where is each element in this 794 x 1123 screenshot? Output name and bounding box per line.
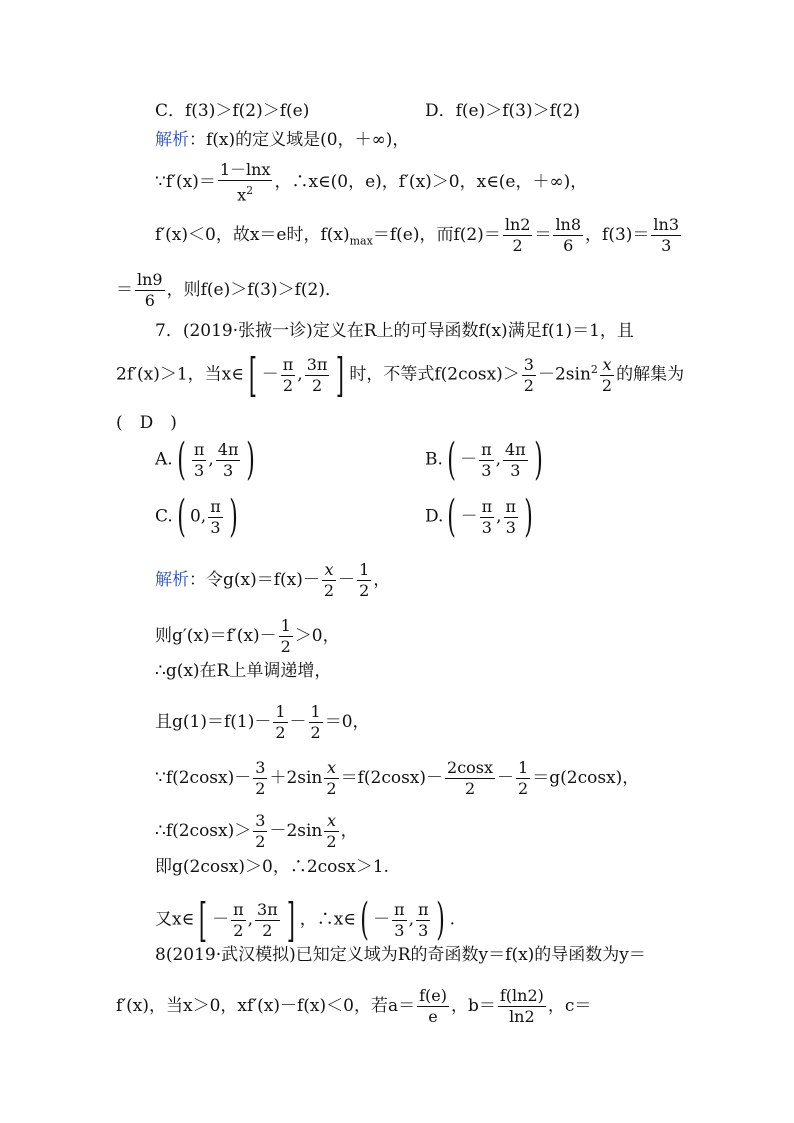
fraction — [208, 497, 223, 538]
numerator: π — [481, 496, 493, 516]
den-x: x — [237, 185, 247, 205]
text: ，则f(e)＞f(3)＞f(2)． — [166, 280, 342, 300]
denominator: 2 — [262, 920, 273, 940]
denominator: 2 — [326, 779, 337, 798]
fraction — [324, 811, 338, 852]
q7-option-a: A.( $\frac{\pi}{3}$ , $\frac{4\pi}{3}$ ) — [155, 434, 256, 485]
fraction — [253, 811, 267, 852]
fraction-a — [417, 986, 449, 1027]
numerator: 1 — [518, 758, 529, 777]
text: . — [449, 909, 456, 930]
text: 又x∈ — [155, 909, 195, 930]
text: ＝f(e)，而f(2)＝ — [372, 225, 501, 245]
denominator: 2 — [464, 779, 476, 798]
numerator: 2cosx — [447, 758, 494, 777]
numerator: 3π — [306, 354, 328, 374]
q7-option-d: D.( － $\frac{\pi}{3}$ , $\frac{\pi}{3}$ ) — [425, 491, 533, 542]
fraction-ln8 — [553, 215, 583, 256]
denominator: 2 — [255, 832, 266, 851]
fraction-x-2 — [600, 355, 614, 396]
denominator: 2 — [518, 779, 529, 798]
q6-solution-line4 — [116, 270, 342, 311]
q7-solution-line2 — [155, 616, 340, 657]
denominator: 6 — [144, 291, 155, 310]
denominator: 2 — [310, 723, 321, 742]
jiexi-label: 解析 — [155, 130, 189, 150]
numerator: x — [600, 355, 614, 376]
q6-solution-line1 — [155, 129, 409, 151]
numerator: 1 — [359, 560, 370, 579]
numerator: x — [324, 758, 338, 779]
denominator: 3 — [505, 517, 516, 537]
q6-solution-line3 — [155, 215, 683, 256]
text: ∴f(2cosx)＞ — [155, 821, 252, 841]
numerator: π — [193, 439, 205, 459]
numerator: f(e) — [419, 986, 447, 1005]
fraction — [324, 758, 338, 799]
q7-answer: ( D ) — [116, 413, 177, 433]
numerator: f(ln2) — [499, 986, 544, 1005]
text: ，∴x∈ — [299, 909, 356, 930]
subscript-max: max — [349, 234, 373, 248]
denominator: 3 — [510, 460, 521, 480]
fraction-ln2 — [503, 215, 533, 256]
q7-solution-line8: 又x∈ [ － $\frac{\pi}{2}$ , $\frac{3\pi}{2}$ ] ，∴x∈( － $\frac{\pi}{3}$ , $\frac{\pi}{3}$ ) . — [155, 893, 456, 947]
numerator: π — [394, 899, 405, 919]
numerator: π — [417, 899, 429, 919]
denominator: 2 — [323, 581, 335, 600]
text: ，b＝ — [450, 996, 496, 1016]
text: ＝0， — [324, 712, 370, 732]
text: 则g′(x)＝f′(x)－ — [155, 626, 277, 646]
right-bracket: ] — [286, 893, 295, 947]
numerator: π — [505, 496, 517, 516]
denominator: 3 — [661, 236, 672, 255]
fraction — [273, 702, 287, 743]
fraction — [392, 900, 407, 941]
fraction — [192, 440, 207, 481]
text: ＞0， — [294, 626, 340, 646]
numerator: π — [233, 899, 244, 919]
text: － — [497, 768, 515, 788]
denominator: 2 — [359, 581, 370, 600]
numerator: x — [324, 811, 338, 832]
denominator: 3 — [394, 920, 405, 940]
fraction — [231, 900, 246, 941]
denominator: 2 — [523, 375, 534, 395]
numerator: 4π — [505, 439, 526, 459]
q7-stem-line2: 2f′(x)＞1，当x∈ [ － $\frac{\pi}{2}$ , $\frac{3\pi}{2}$ ] 时，不等式f(2cosx)＞ $\frac{3}{2}$ $-2\sin^2$ $\frac{x}{2}$ 的解集为 — [116, 348, 685, 402]
q6-option-d: D．f(e)＞f(3)＞f(2) — [425, 101, 580, 121]
numerator: 1 — [280, 616, 291, 635]
q7-solution-line7: 即g(2cosx)＞0，∴2cosx＞1. — [155, 857, 389, 877]
text: － — [338, 570, 356, 590]
fraction — [504, 497, 519, 538]
fraction — [480, 497, 495, 538]
fraction — [416, 900, 431, 941]
denominator: 2 — [280, 637, 291, 656]
numerator: 1－lnx — [219, 160, 271, 179]
text: ，∴x∈(0，e)，f′(x)＞0，x∈(e，＋∞)， — [274, 172, 588, 193]
numerator: ln8 — [555, 215, 582, 234]
numerator: x — [322, 560, 336, 581]
fraction — [255, 900, 280, 941]
text: 0, — [189, 506, 207, 527]
denominator: 2 — [512, 236, 523, 255]
text: ∵f′(x)＝ — [155, 172, 216, 193]
q8-stem-line1: 8(2019·武汉模拟)已知定义域为R的奇函数y＝f(x)的导函数为y＝ — [155, 945, 646, 965]
fraction — [322, 560, 336, 601]
denominator: 3 — [418, 920, 429, 940]
option-label: C. — [155, 506, 173, 527]
denominator: 3 — [194, 460, 205, 480]
q7-solution-line4 — [155, 702, 370, 743]
denominator: 2 — [601, 375, 613, 395]
text: ：令g(x)＝f(x)－ — [189, 570, 320, 590]
option-label: D. — [425, 506, 444, 527]
left-bracket: [ — [199, 893, 208, 947]
text: f′(x)＜0，故x＝e时，f(x) — [155, 225, 350, 245]
text: 且g(1)＝f(1)－ — [155, 712, 272, 732]
denominator: 3 — [210, 517, 221, 537]
fraction — [357, 560, 371, 601]
text: ，f(3)＝ — [585, 225, 650, 245]
fraction — [516, 758, 530, 799]
denominator: e — [428, 1007, 438, 1026]
text: 2f′(x)＞1，当x∈ — [116, 364, 244, 385]
fraction-3-2 — [522, 355, 536, 396]
text: －2sin — [269, 821, 323, 841]
denominator: 2 — [233, 920, 244, 940]
fraction — [253, 758, 267, 799]
fraction — [503, 440, 528, 481]
numerator: 3π — [257, 899, 278, 919]
text: ＝ — [116, 280, 133, 300]
text: ，c＝ — [547, 996, 592, 1016]
denominator: 3 — [481, 460, 492, 480]
text: ＝ — [534, 225, 552, 245]
q7-stem-line1: 7．(2019·张掖一诊)定义在R上的可导函数f(x)满足f(1)＝1，且 — [155, 321, 634, 341]
fraction-ln3 — [651, 215, 681, 256]
numerator: 1 — [275, 702, 286, 721]
jiexi-label: 解析 — [155, 570, 189, 590]
numerator: 4π — [217, 439, 239, 459]
option-label: A. — [155, 449, 173, 470]
text: －2sin — [537, 364, 591, 385]
text: 的解集为 — [616, 364, 685, 385]
denominator: ln2 — [509, 1007, 535, 1026]
denominator — [218, 181, 273, 205]
denominator: 6 — [563, 236, 574, 255]
fraction — [218, 160, 273, 205]
denominator: 2 — [255, 779, 266, 798]
numerator: π — [282, 354, 294, 374]
q7-solution-line3: ∴g(x)在R上单调递增， — [155, 661, 332, 681]
denominator: 3 — [223, 460, 234, 480]
numerator: 3 — [255, 758, 266, 777]
text: ， — [340, 821, 358, 841]
fraction — [279, 616, 293, 657]
numerator: ln2 — [504, 215, 531, 234]
denominator: 2 — [326, 832, 337, 851]
denominator: 2 — [275, 723, 286, 742]
fraction — [216, 440, 241, 481]
den-sup: 2 — [246, 184, 254, 197]
superscript: 2 — [590, 362, 598, 376]
fraction — [479, 440, 494, 481]
text: ＝f(2cosx)－ — [340, 768, 444, 788]
left-bracket: [ — [248, 348, 257, 402]
numerator: 1 — [310, 702, 321, 721]
text: ， — [373, 570, 391, 590]
denominator: 2 — [282, 375, 294, 395]
fraction-b — [498, 986, 546, 1027]
text: 时，不等式f(2cosx)＞ — [349, 364, 520, 385]
text: ＝g(2cosx)， — [532, 768, 640, 788]
q6-domain-text: ：f(x)的定义域是(0，＋∞)， — [189, 130, 410, 150]
text: ＋2sin — [269, 768, 323, 788]
denominator: 2 — [311, 375, 323, 395]
numerator: π — [481, 439, 492, 459]
q8-stem-line2 — [116, 986, 591, 1027]
text: f′(x)，当x＞0，xf′(x)－f(x)＜0，若a＝ — [116, 996, 416, 1016]
fraction — [445, 758, 495, 799]
fraction-3pi-2 — [305, 355, 330, 396]
right-bracket: ] — [336, 348, 345, 402]
q7-solution-line1 — [155, 560, 390, 601]
numerator: ln9 — [137, 270, 163, 289]
denominator: 3 — [481, 517, 492, 537]
q7-solution-line6 — [155, 811, 358, 852]
text: － — [289, 712, 307, 732]
q7-solution-line5 — [155, 758, 639, 799]
numerator: ln3 — [653, 215, 680, 234]
text: ∵f(2cosx)－ — [155, 768, 252, 788]
numerator: π — [210, 496, 221, 516]
q7-option-b: B.( － $\frac{\pi}{3}$ , $\frac{4\pi}{3}$ ) — [425, 434, 543, 485]
fraction — [309, 702, 323, 743]
q6-option-c: C．f(3)＞f(2)＞f(e) — [155, 101, 310, 121]
option-label: B. — [425, 449, 443, 470]
q6-solution-line2 — [155, 160, 587, 205]
q7-option-c: C.( 0, $\frac{\pi}{3}$ ) — [155, 491, 238, 542]
fraction-ln9 — [135, 270, 165, 311]
numerator: 3 — [523, 354, 534, 374]
fraction-pi-2 — [281, 355, 296, 396]
numerator: 3 — [255, 811, 266, 830]
